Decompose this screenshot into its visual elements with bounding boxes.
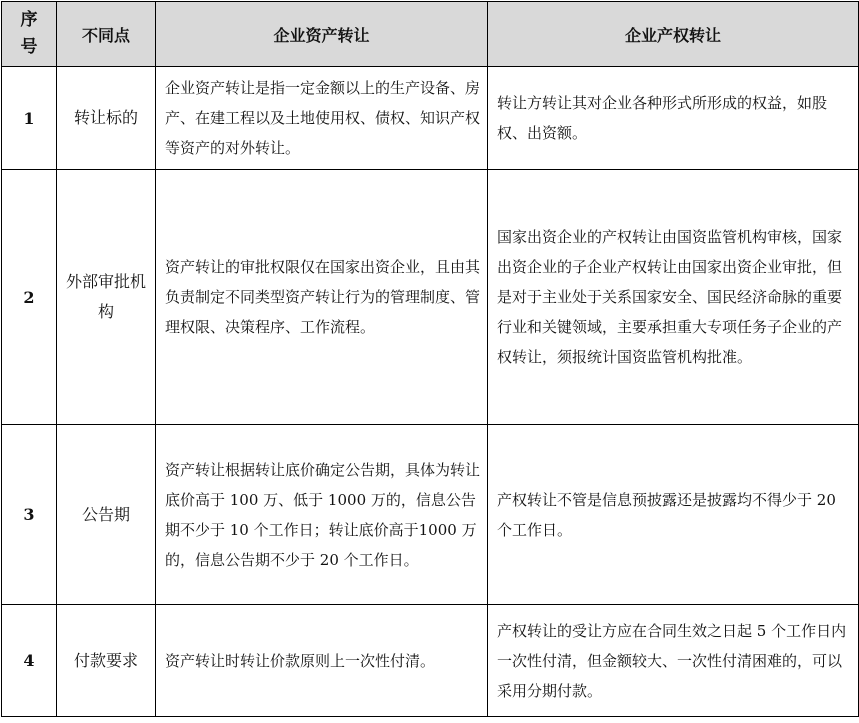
header-row — [2, 2, 859, 67]
row-category: 公告期 — [57, 425, 156, 605]
header-asset-transfer: 企业资产转让 — [156, 2, 488, 67]
row-category: 付款要求 — [57, 605, 156, 717]
row-number: 1 — [2, 67, 57, 170]
equity-transfer-cell: 转让方转让其对企业各种形式所形成的权益，如股权、出资额。 — [488, 67, 859, 170]
table-row — [2, 425, 859, 605]
header-difference: 不同点 — [57, 2, 156, 67]
header-num-line2: 号 — [20, 37, 38, 57]
equity-transfer-cell: 产权转让的受让方应在合同生效之日起 5 个工作日内一次性付清，但金额较大、一次性付清困难的，可以采用分期付款。 — [488, 605, 859, 717]
table-row — [2, 67, 859, 170]
row-number: 4 — [2, 605, 57, 717]
asset-transfer-cell: 企业资产转让是指一定金额以上的生产设备、房产、在建工程以及土地使用权、债权、知识产权等资产的对外转让。 — [156, 67, 488, 170]
row-number: 3 — [2, 425, 57, 605]
header-num — [2, 2, 57, 67]
row-category: 外部审批机构 — [57, 170, 156, 425]
asset-transfer-cell: 资产转让根据转让底价确定公告期，具体为转让底价高于 100 万、低于 1000 万的，信息公告期不少于 10 个工作日；转让底价高于1000 万的，信息公告期不少于 20 个工作日。 — [156, 425, 488, 605]
header-num-line1: 序 — [20, 10, 38, 30]
asset-transfer-cell: 资产转让的审批权限仅在国家出资企业，且由其负责制定不同类型资产转让行为的管理制度、管理权限、决策程序、工作流程。 — [156, 170, 488, 425]
equity-transfer-cell: 国家出资企业的产权转让由国资监管机构审核，国家出资企业的子企业产权转让由国家出资企业审批，但是对于主业处于关系国家安全、国民经济命脉的重要行业和关键领域，主要承担重大专项任务子企业的产权转让，须报统计国资监管机构批准。 — [488, 170, 859, 425]
asset-transfer-cell: 资产转让时转让价款原则上一次性付清。 — [156, 605, 488, 717]
table-row — [2, 170, 859, 425]
row-category: 转让标的 — [57, 67, 156, 170]
comparison-table — [1, 1, 859, 717]
row-number: 2 — [2, 170, 57, 425]
table-row — [2, 605, 859, 717]
equity-transfer-cell: 产权转让不管是信息预披露还是披露均不得少于 20 个工作日。 — [488, 425, 859, 605]
header-equity-transfer: 企业产权转让 — [488, 2, 859, 67]
